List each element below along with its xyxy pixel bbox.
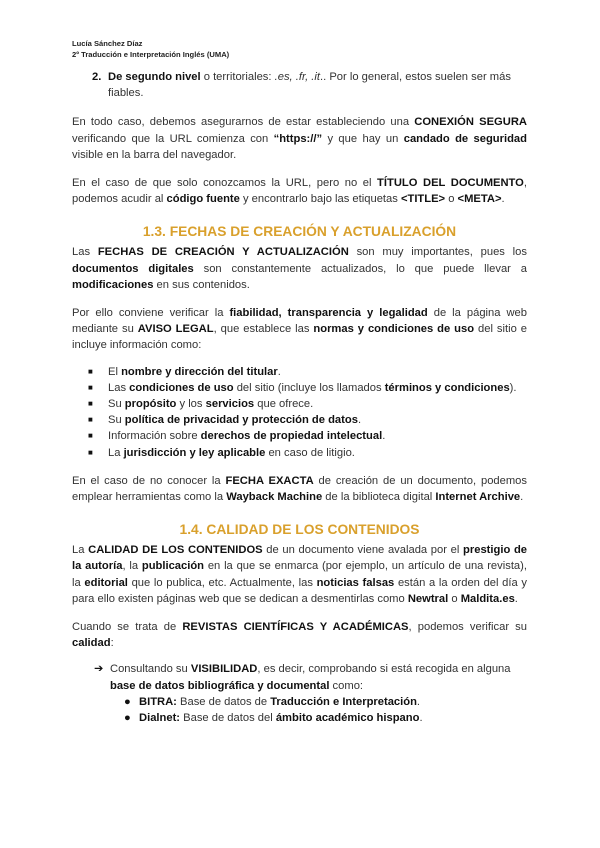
list-item: ● BITRA: Base de datos de Traducción e Interpretación. [124, 694, 527, 710]
paragraph-exact-date: En el caso de no conocer la FECHA EXACTA de creación de un documento, podemos emplear herramientas como la Wayback Machine de la biblioteca digital Internet Archive. [72, 474, 527, 504]
paragraph-legal-notice: Por ello conviene verificar la fiabilidad, transparencia y legalidad de la página web mediante su AVISO LEGAL, que establece las normas y condiciones de uso del sitio e incluye información como: [72, 307, 527, 352]
list-item: ■ Las condiciones de uso del sitio (incluye los llamados términos y condiciones). [88, 380, 527, 396]
paragraph-journals: Cuando se trata de REVISTAS CIENTÍFICAS Y ACADÉMICAS, podemos verificar su calidad: [72, 621, 527, 650]
legal-info-list [72, 364, 527, 461]
square-bullet-icon: ■ [88, 382, 93, 392]
square-bullet-icon: ■ [88, 399, 93, 409]
list-item: ● Dialnet: Base de datos del ámbito académico hispano. [124, 710, 527, 726]
numbered-item-2 [72, 69, 527, 101]
list-item: ■ La jurisdicción y ley aplicable en caso de litigio. [88, 445, 527, 461]
square-bullet-icon: ■ [88, 366, 93, 376]
header-course: 2º Traducción e Interpretación Inglés (UMA) [72, 50, 230, 59]
item-number: 2. [92, 71, 102, 83]
paragraph-document-title: En el caso de que solo conozcamos la URL, pero no el TÍTULO DEL DOCUMENTO, podemos acudir al código fuente y encontrarlo bajo las etiquetas <TITLE> o <META>. [72, 177, 527, 206]
arrow-right-icon: ➔ [94, 663, 104, 676]
page-header [72, 38, 229, 60]
item-text: De segundo nivel o territoriales: .es, .fr, .it.. Por lo general, estos suelen ser más fiables. [108, 71, 511, 100]
document-body [72, 69, 527, 726]
list-item: ■ Su política de privacidad y protección de datos. [88, 412, 527, 428]
header-author: Lucía Sánchez Díaz [72, 39, 143, 48]
paragraph-content-quality: La CALIDAD DE LOS CONTENIDOS de un documento viene avalada por el prestigio de la autoría, la publicación en la que se enmarca (por ejemplo, un artículo de una revista), la editorial que lo publica, etc. Actualmente, las noticias falsas están a la orden del día y para ello existen páginas web que se dedican a desmentirlas como Newtral o Maldita.es. [72, 544, 528, 605]
list-item: ■ Su propósito y los servicios que ofrece. [88, 396, 527, 412]
paragraph-dates: Las FECHAS DE CREACIÓN Y ACTUALIZACIÓN son muy importantes, pues los documentos digitales son constantemente actualizados, lo que puede llevar a modificaciones en sus contenidos. [72, 246, 527, 291]
square-bullet-icon: ■ [88, 447, 93, 457]
list-item: ■ Información sobre derechos de propiedad intelectual. [88, 428, 527, 444]
square-bullet-icon: ■ [88, 431, 93, 441]
dot-bullet-icon: ● [124, 695, 131, 708]
section-heading-1-3: 1.3. FECHAS DE CREACIÓN Y ACTUALIZACIÓN [142, 224, 457, 240]
arrow-item-visibility: ➔ Consultando su VISIBILIDAD, es decir, comprobando si está recogida en alguna base de datos bibliográfica y documental como: [72, 661, 527, 693]
list-item: ■ El nombre y dirección del titular. [88, 364, 527, 380]
paragraph-secure-connection: En todo caso, debemos asegurarnos de estar estableciendo una CONEXIÓN SEGURA verificando que la URL comienza con “https://” y que hay un candado de seguridad visible en la barra del navegador. [72, 116, 527, 161]
square-bullet-icon: ■ [88, 415, 93, 425]
section-heading-1-4: 1.4. CALIDAD DE LOS CONTENIDOS [179, 522, 420, 538]
database-list [72, 694, 527, 726]
dot-bullet-icon: ● [124, 712, 131, 725]
